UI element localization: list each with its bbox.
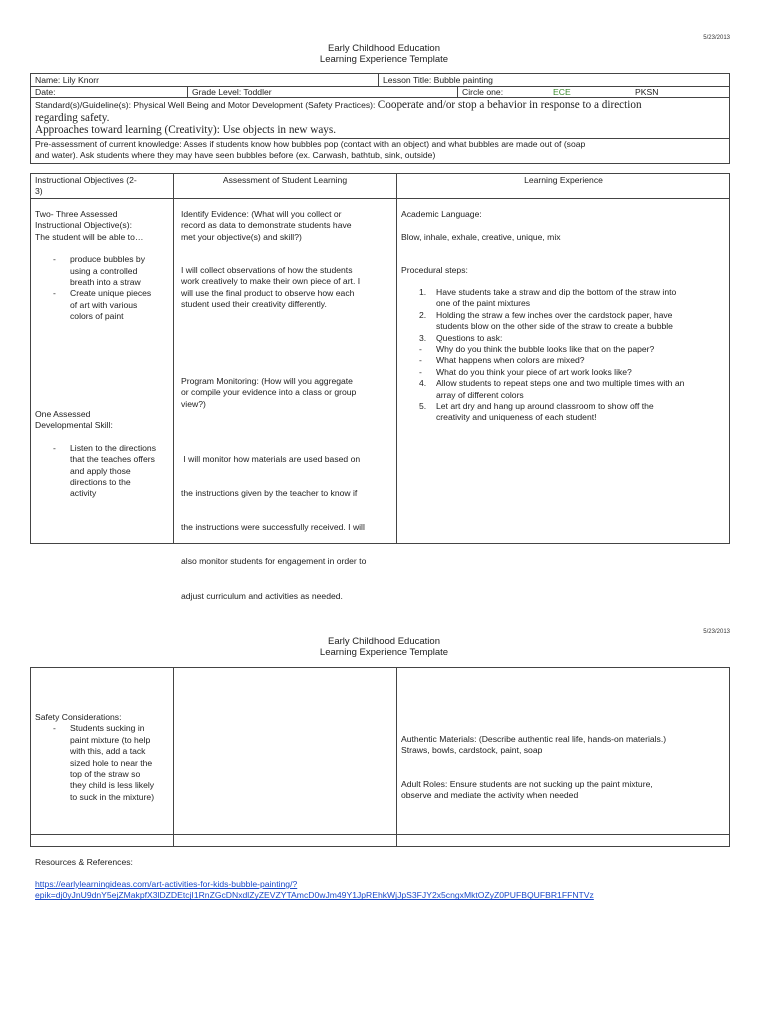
procedural-step <box>401 310 729 333</box>
page2-subtitle: Learning Experience Template <box>319 647 449 658</box>
step-line: Holding the straw a few inches over the cardstock paper, have <box>436 309 673 320</box>
safety-line: paint mixture (to help <box>70 734 151 745</box>
monitoring-prompt-line: or compile your evidence into a class or group <box>181 387 357 398</box>
objective-line: of art with various <box>70 299 138 310</box>
step-marker: 1. <box>419 287 427 297</box>
program-monitoring <box>181 376 393 410</box>
safety-line: to suck in the mixture) <box>70 791 155 802</box>
standards-serif-1: Cooperate and/or stop a behavior in response to a direction <box>377 99 642 111</box>
page2-title: Early Childhood Education <box>328 636 440 647</box>
dev-skill-heading: Developmental Skill: <box>35 420 113 431</box>
monitoring-line: adjust curriculum and activities as needed. <box>181 590 343 601</box>
monitoring-line: the instructions given by the teacher to know if <box>181 488 358 499</box>
monitoring-line: also monitor students for engagement in order to <box>181 556 367 567</box>
step-marker: - <box>419 355 422 366</box>
objective-line: colors of paint <box>70 311 124 322</box>
page1-subtitle: Learning Experience Template <box>319 54 449 65</box>
step-marker: 5. <box>419 401 427 412</box>
objectives-list <box>35 254 171 322</box>
developmental-skill <box>35 409 171 500</box>
intro-line: Instructional Objective(s): <box>35 220 132 231</box>
procedural-heading: Procedural steps: <box>401 265 468 275</box>
evidence-response <box>181 265 393 311</box>
dev-skill-line: activity <box>70 488 97 499</box>
objective-line: - produce bubbles by <box>70 254 146 265</box>
objectives-header-line: Instructional Objectives (2- <box>35 175 137 185</box>
objective-line: using a controlled <box>70 265 138 276</box>
objectives-column <box>35 209 171 323</box>
pksn-option: PKSN <box>635 87 659 97</box>
intro-line: The student will be able to… <box>35 231 144 242</box>
step-marker: - <box>419 344 422 355</box>
monitoring-line: I will monitor how materials are used based on <box>181 453 361 464</box>
step-line: What happens when colors are mixed? <box>436 355 585 366</box>
safety-item <box>35 723 171 803</box>
page1-title: Early Childhood Education <box>328 43 440 54</box>
step-line: creativity and uniqueness of each student! <box>436 412 597 423</box>
circle-one-label: Circle one: <box>462 87 504 97</box>
objectives-header-line: 3) <box>35 186 43 197</box>
safety-considerations <box>35 712 171 803</box>
safety-line: they child is less likely <box>70 780 155 791</box>
resource-url-line[interactable]: epik=dj0yJnU9dnY5ejZMakpfX3lDZDEtcjI1RnZGcDNxdlZyZEVZYTAmcD0wJm49Y1JpREhkWjJpS3FJY2x5cngxMktOZyZ0PUFBQUFBR1FFNTVz <box>35 890 594 901</box>
step-line: Why do you think the bubble looks like that on the paper? <box>436 344 655 355</box>
dev-skill-line: - Listen to the directions <box>70 442 156 453</box>
identify-evidence <box>181 209 393 243</box>
evidence-prompt-line: Identify Evidence: (What will you collect or <box>181 209 342 219</box>
safety-line: with this, add a tack <box>70 746 146 757</box>
evidence-line: work creatively to make their own piece of art. I <box>181 276 361 287</box>
objective-line: breath into a straw <box>70 277 141 288</box>
monitoring-prompt-line: view?) <box>181 398 206 409</box>
monitoring-response <box>181 431 395 614</box>
academic-language-heading: Academic Language: <box>401 209 482 219</box>
page1-date: 5/23/2013 <box>703 35 730 41</box>
evidence-line: will use the final product to observe how each <box>181 287 355 298</box>
step-marker: 4. <box>419 378 427 389</box>
objective-item <box>35 288 171 322</box>
page2-date: 5/23/2013 <box>703 629 730 635</box>
resources-heading: Resources & References: <box>35 857 133 867</box>
step-line: Allow students to repeat steps one and two multiple times with an <box>436 378 685 389</box>
adult-roles <box>401 779 729 802</box>
dev-skill-heading: One Assessed <box>35 409 91 419</box>
evidence-prompt-line: record as data to demonstrate students have <box>181 220 352 231</box>
step-line: Questions to ask: <box>436 332 503 343</box>
dev-skill-item <box>35 443 171 500</box>
date-label: Date: <box>35 87 56 97</box>
standards-prefix: Standard(s)/Guideline(s): Physical Well Being and Motor Development (Safety Practices): <box>35 100 376 110</box>
dev-skill-list <box>35 443 171 500</box>
dev-skill-line: and apply those <box>70 465 131 476</box>
evidence-prompt-line: met your objective(s) and skill?) <box>181 231 302 242</box>
preassessment <box>35 139 725 162</box>
ece-option: ECE <box>553 87 571 97</box>
step-marker: - <box>419 366 422 377</box>
academic-language: Blow, inhale, exhale, creative, unique, mix <box>401 232 561 242</box>
dev-skill-line: that the teaches offers <box>70 454 155 465</box>
steps-list <box>401 287 729 424</box>
procedural-step <box>401 401 729 424</box>
authentic-materials <box>401 734 729 757</box>
step-line: array of different colors <box>436 389 524 400</box>
materials-line: Authentic Materials: (Describe authentic real life, hands-on materials.) <box>401 734 667 744</box>
procedural-step <box>401 367 729 378</box>
assessment-header: Assessment of Student Learning <box>222 175 348 185</box>
safety-line: top of the straw so <box>70 769 141 780</box>
monitoring-line: the instructions were successfully received. I will <box>181 522 365 533</box>
safety-line: - Students sucking in <box>70 723 145 734</box>
step-line: Let art dry and hang up around classroom to show off the <box>436 401 654 412</box>
procedural-step <box>401 378 729 401</box>
adult-roles-line: observe and mediate the activity when needed <box>401 790 579 801</box>
intro-line: Two- Three Assessed <box>35 209 118 219</box>
approaches: Approaches toward learning (Creativity): Use objects in new ways. <box>35 124 337 136</box>
resource-link[interactable] <box>35 879 735 902</box>
materials-line: Straws, bowls, cardstock, paint, soap <box>401 745 543 756</box>
safety-line: sized hole to near the <box>70 757 153 768</box>
evidence-line: student used their creativity differently. <box>181 299 327 310</box>
step-marker: 2. <box>419 309 427 320</box>
lesson-title: Lesson Title: Bubble painting <box>383 75 493 85</box>
grade-level: Grade Level: Toddler <box>192 87 272 97</box>
step-line: What do you think your piece of art work looks like? <box>436 366 632 377</box>
objective-line: - Create unique pieces <box>70 288 152 299</box>
procedural-step <box>401 333 729 344</box>
preassessment-line: and water). Ask students where they may have seen bubbles before (ex. Carwash, bathtub, sink, outside) <box>35 150 436 161</box>
learning-experience-header: Learning Experience <box>524 175 603 185</box>
standards <box>35 99 725 124</box>
resource-url-line[interactable]: https://earlylearningideas.com/art-activities-for-kids-bubble-painting/? <box>35 879 298 889</box>
step-marker: 3. <box>419 332 427 343</box>
monitoring-prompt-line: Program Monitoring: (How will you aggregate <box>181 376 353 386</box>
safety-list <box>35 723 171 803</box>
safety-heading: Safety Considerations: <box>35 712 122 722</box>
step-line: one of the paint mixtures <box>436 298 531 309</box>
dev-skill-line: directions to the <box>70 477 131 488</box>
objectives-header <box>35 175 137 198</box>
step-line: Have students take a straw and dip the bottom of the straw into <box>436 287 677 297</box>
procedural-step <box>401 287 729 310</box>
preassessment-line: Pre-assessment of current knowledge: Asses if students know how bubbles pop (contact with an object) and what bubbles are made out of (soap <box>35 139 586 149</box>
adult-roles-line: Adult Roles: Ensure students are not sucking up the paint mixture, <box>401 779 653 789</box>
procedural-steps <box>401 287 729 424</box>
objective-item <box>35 254 171 288</box>
standards-serif-2: regarding safety. <box>35 111 110 124</box>
objectives-intro <box>35 209 171 243</box>
student-name: Name: Lily Knorr <box>35 75 99 85</box>
procedural-step <box>401 355 729 366</box>
step-line: students blow on the other side of the straw to create a bubble <box>436 321 673 332</box>
procedural-step <box>401 344 729 355</box>
evidence-line: I will collect observations of how the students <box>181 265 353 275</box>
